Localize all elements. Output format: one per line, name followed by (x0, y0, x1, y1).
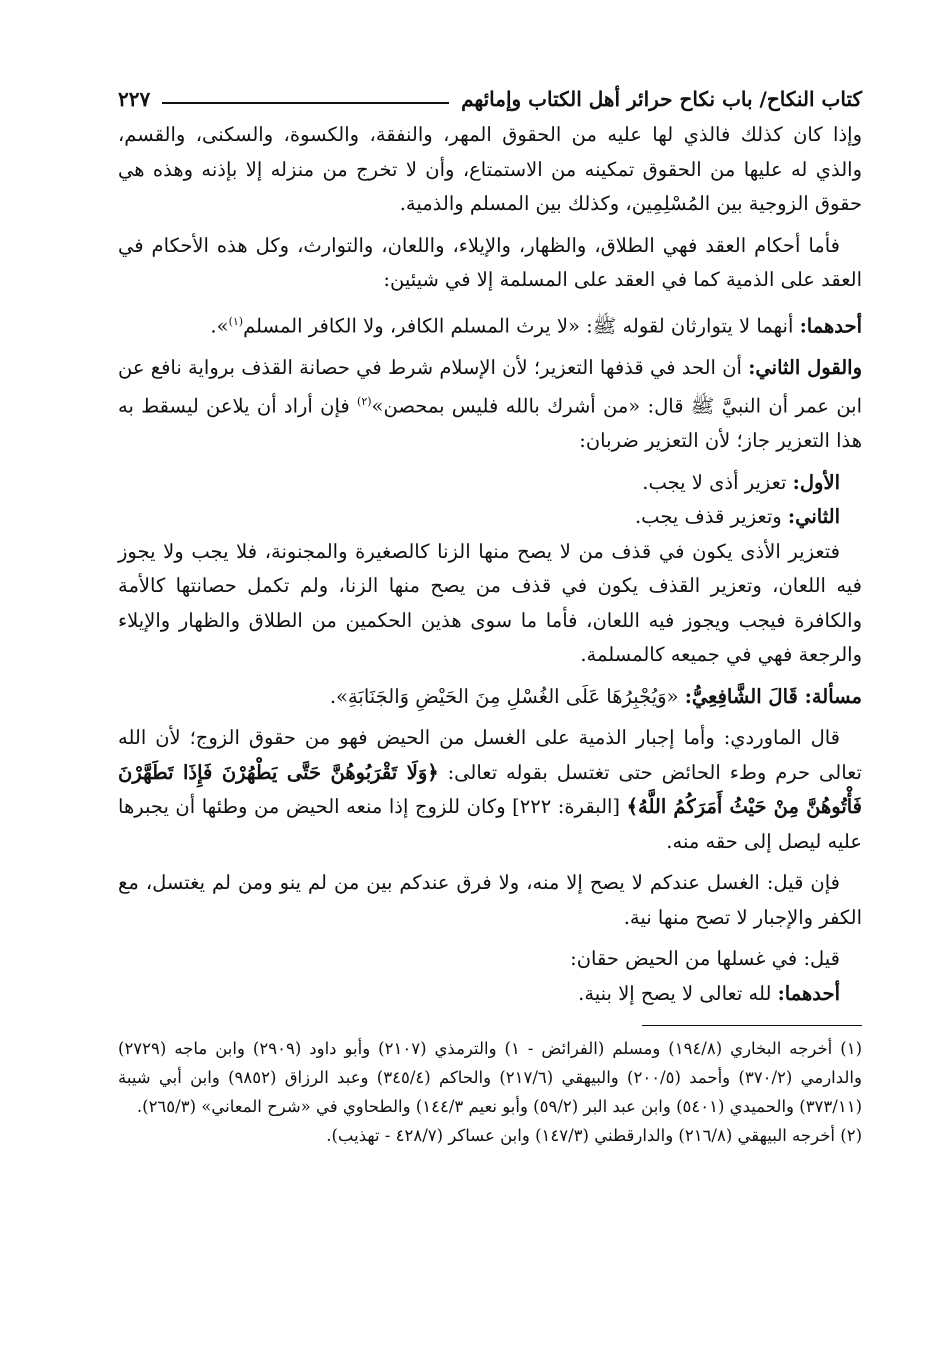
page-number: ٢٢٧ (118, 87, 151, 111)
paragraph-text: [البقرة: ٢٢٢] وكان للزوج إذا منعه الحيض من وطئها أن يجبرها عليه ليصل إلى حقه منه. (118, 795, 862, 853)
paragraph (118, 721, 862, 859)
list-item (118, 466, 862, 501)
paragraph-text: فإن أراد أن يلاعن ليسقط به هذا التعزير جاز؛ لأن التعزير ضربان: (118, 394, 862, 452)
footnote: (٢) أخرجه البيهقي (٢١٦/٨) والدارقطني (١٤٧/٣) وابن عساكر (٤٢٨/٧ - تهذيب). (326, 1126, 862, 1145)
paragraph-text: ». (210, 314, 229, 337)
running-title: كتاب النكاح/ باب نكاح حرائر أهل الكتاب وإمائهم (461, 87, 862, 111)
paragraph-lead: أحدهما: (777, 981, 840, 1005)
paragraph-text: لله تعالى لا يصح إلا بنية. (578, 981, 778, 1005)
paragraph (118, 305, 862, 344)
paragraph-text: أنهما لا يتوارثان لقوله ﷺ: «لا يرث المسلم الكافر، ولا الكافر المسلم (243, 314, 800, 337)
paragraph-lead: والقول الثاني: (748, 355, 863, 379)
footnote-separator (642, 1025, 862, 1026)
paragraph-text: قال الماوردي: وأما إجبار الذمية على الغسل من الحيض فهو من حقوق الزوج؛ لأن الله تعالى حرم وطء الحائض حتى تغتسل بقوله تعالى: (118, 726, 862, 784)
paragraph-lead: مسألة: قَالَ الشَّافِعِيُّ: (684, 684, 862, 708)
paragraph: فأما أحكام العقد فهي الطلاق، والظهار، والإيلاء، واللعان، والتوارث، وكل هذه الأحكام في العقد على الذمية كما في العقد على المسلمة إلا في شيئين: (118, 233, 862, 291)
book-page (118, 82, 862, 1150)
paragraph-text: أن الحد في قذفها التعزير؛ لأن الإسلام شرط في حصانة القذف برواية نافع عن ابن عمر أن النبيَّ ﷺ قال: «من أشرك بالله فليس بمحصن» (118, 355, 863, 418)
paragraph-text: «وَيُجْبِرُهَا عَلَى الغُسْلِ مِنَ الحَيْضِ وَالجَنَابَةِ». (329, 684, 685, 708)
footnote-ref: (٢) (357, 395, 372, 408)
paragraph: فإن قيل: الغسل عندكم لا يصح إلا منه، ولا فرق عندكم بين من لم ينو ومن لم يغتسل، مع الكفر والإجبار لا تصح منها نية. (118, 871, 862, 929)
paragraph-lead: الأول: (792, 470, 840, 494)
header-rule (162, 102, 449, 104)
footnote: (١) أخرجه البخاري (١٩٤/٨) ومسلم (الفرائض - ١) والترمذي (٢١٠٧) وأبو داود (٢٩٠٩) وابن ماجه (٢٧٢٩) والدارمي (٣٧٠/٢) وأحمد (٢٠٠/٥) والبيهقي (٢١٧/٦) والحاكم (٣٤٥/٤) وعبد الرزاق (٩٨٥٢) وابن أبي شيبة (٣٧٣/١١) والحميدي (٥٤٠١) وابن عبد البر (٥٩/٢) وأبو نعيم ١٤٤/٣) والطحاوي في «شرح المعاني» (٢٦٥/٣). (118, 1039, 862, 1116)
page-header (118, 82, 862, 116)
paragraph-text: تعزير أذى لا يجب. (642, 470, 793, 494)
paragraph-text: وتعزير قذف يجب. (634, 505, 788, 528)
list-item (118, 500, 862, 535)
footnote-ref: (١) (228, 314, 244, 328)
paragraph: وإذا كان كذلك فالذي لها عليه من الحقوق المهر، والنفقة، والكسوة، والسكنى، والقسم، والذي له عليها من الحقوق تمكينه من الاستمتاع، وأن لا تخرج من منزله إلا بإذنه وهذه هي حقوق الزوجية بين المُسْلِمِين، وكذلك بين المسلم والذمية. (118, 123, 862, 215)
footnotes (118, 1034, 862, 1150)
paragraph (118, 680, 862, 715)
main-text (118, 118, 862, 1011)
paragraph: فتعزير الأذى يكون في قذف من لا يصح منها الزنا كالصغيرة والمجنونة، فلا يجب ولا يجوز فيه اللعان، وتعزير القذف يكون في قذف من يصح منها الزنا، ولم تكمل حصانتها كالأمة والكافرة فيجب ويجوز فيه اللعان، فأما ما سوى هذين الحكمين من الطلاق والظهار والإيلاء والرجعة فهي في جميعه كالمسلمة. (118, 539, 862, 666)
paragraph (118, 351, 862, 459)
paragraph (118, 977, 862, 1012)
paragraph-lead: الثاني: (787, 505, 840, 528)
quran-quote: ﴿وَلَا تَقْرَبُوهُنَّ حَتَّى يَطْهُرْنَ فَإِذَا تَطَهَّرْنَ فَأْتُوهُنَّ مِنْ حَيْثُ أَمَرَكُمُ اللَّهُ﴾ (118, 760, 863, 818)
paragraph: قيل: في غسلها من الحيض حقان: (570, 947, 840, 970)
paragraph-lead: أحدهما: (799, 314, 862, 337)
